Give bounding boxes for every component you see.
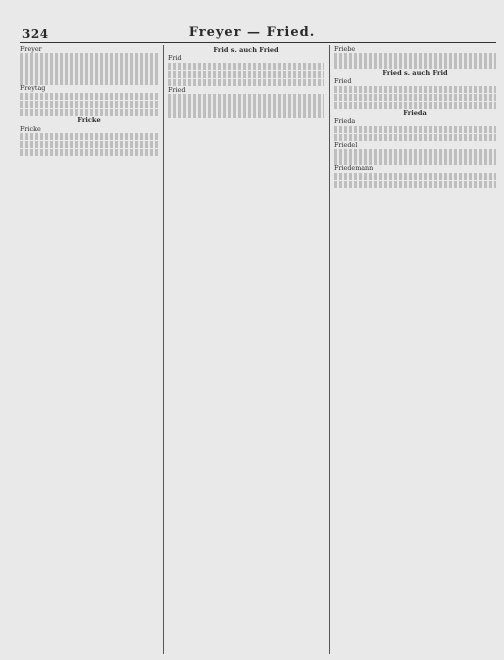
- illegible-text: [334, 53, 496, 60]
- headword: Freytag: [20, 85, 46, 93]
- illegible-text: [20, 133, 158, 140]
- column-3: [334, 46, 496, 188]
- illegible-text: [334, 181, 496, 188]
- illegible-text: [20, 77, 158, 84]
- headword: Fried: [334, 78, 352, 86]
- headword: Friedel: [334, 141, 358, 149]
- headword: Friedemann: [334, 165, 374, 173]
- illegible-text: [334, 134, 496, 141]
- running-title: Freyer — Fried.: [188, 25, 316, 40]
- illegible-text: [20, 141, 158, 148]
- illegible-text: [168, 94, 324, 101]
- illegible-text: [334, 94, 496, 101]
- section-marker: Frid s. auch Fried: [213, 46, 279, 54]
- illegible-text: [20, 101, 158, 108]
- headword: Fricke: [20, 125, 41, 133]
- page-header: [0, 0, 504, 40]
- illegible-text: [334, 86, 496, 93]
- headword: Freyer: [20, 46, 42, 53]
- headword: Frid: [168, 55, 182, 63]
- headword: Frieda: [334, 118, 356, 126]
- section-marker: Frieda: [403, 108, 427, 117]
- section-marker: Fricke: [77, 116, 101, 125]
- illegible-text: [20, 109, 158, 116]
- illegible-text: [20, 61, 158, 68]
- illegible-text: [168, 110, 324, 117]
- illegible-text: [168, 63, 324, 70]
- column-2: [168, 46, 324, 118]
- column-1: [20, 46, 158, 157]
- illegible-text: [168, 102, 324, 109]
- section-marker: Fried s. auch Frid: [382, 68, 448, 77]
- illegible-text: [334, 149, 496, 156]
- illegible-text: [334, 157, 496, 164]
- headword: Fried: [168, 86, 186, 94]
- illegible-text: [20, 93, 158, 100]
- headword: Friebe: [334, 46, 356, 53]
- column-divider: [329, 45, 330, 654]
- illegible-text: [20, 69, 158, 76]
- illegible-text: [334, 126, 496, 133]
- illegible-text: [20, 53, 158, 60]
- illegible-text: [168, 71, 324, 78]
- column-divider: [163, 45, 164, 654]
- illegible-text: [334, 102, 496, 109]
- page-number: 324: [22, 27, 49, 41]
- illegible-text: [334, 61, 496, 68]
- illegible-text: [168, 79, 324, 86]
- illegible-text: [334, 173, 496, 180]
- illegible-text: [20, 149, 158, 156]
- header-rule: [20, 42, 496, 43]
